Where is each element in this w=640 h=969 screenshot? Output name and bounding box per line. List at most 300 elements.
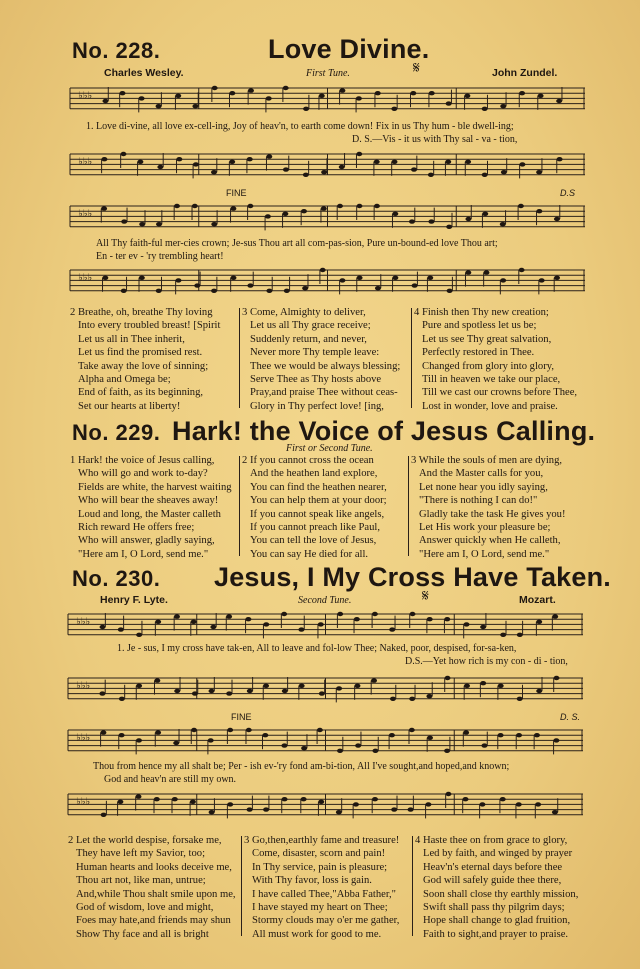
verse-line: Answer quickly when He calleth, <box>419 535 561 547</box>
note-head <box>226 614 232 618</box>
note-head <box>375 286 381 290</box>
hymn-228-number: No. 228. <box>72 38 161 63</box>
note-head <box>411 167 417 171</box>
verse-line: 3 While the souls of men are dying, <box>411 455 563 466</box>
hymn-228-staff-4 <box>70 264 585 300</box>
note-head <box>337 612 343 616</box>
hymn-230-tune-note: Second Tune. <box>298 595 352 606</box>
verse-line: "Here am I, O Lord, send me." <box>419 548 550 560</box>
note-head <box>500 797 506 801</box>
note-head <box>554 217 560 221</box>
verse-line: Thou art not, like man, untrue; <box>76 875 206 887</box>
note-head <box>536 170 542 174</box>
note-head <box>263 622 269 626</box>
note-head <box>99 691 105 695</box>
hymn-230-lyric-line-2: Thou from hence my all shalt be; Per - ish ev-'ry fond am-bi-tion, All I've sought,and hoped,and known; <box>93 761 510 772</box>
verse-line: I have stayed my heart on Thee; <box>252 901 388 913</box>
hymn-230-lyric-line-1: 1. Je - sus, I my cross have tak-en, All to leave and fol-low Thee; Naked, poor, despised, for-sa-ken, <box>117 643 517 654</box>
note-head <box>193 162 199 166</box>
note-head <box>154 797 160 801</box>
note-head <box>175 94 181 98</box>
note-head <box>356 204 362 208</box>
note-head <box>120 152 126 156</box>
note-head <box>211 289 217 293</box>
note-head <box>210 625 216 629</box>
note-head <box>372 612 378 616</box>
note-head <box>501 170 507 174</box>
hymn-228-title: Love Divine. <box>268 34 430 64</box>
note-head <box>119 91 125 95</box>
verse-line: Swift shall pass thy pilgrim days; <box>423 901 565 913</box>
note-head <box>155 620 161 624</box>
note-head <box>247 283 253 287</box>
verse-line: Hope shall change to glad fruition, <box>423 915 571 927</box>
note-head <box>299 684 305 688</box>
note-head <box>282 212 288 216</box>
note-head <box>191 620 197 624</box>
note-head <box>321 170 327 174</box>
note-head <box>117 800 123 804</box>
note-head <box>371 678 377 682</box>
note-head <box>156 222 162 226</box>
note-head <box>480 625 486 629</box>
hymn-228-composer: John Zundel. <box>492 67 558 79</box>
note-head <box>552 810 558 814</box>
note-head <box>339 88 345 92</box>
hymn-229-verse-2 <box>242 454 387 561</box>
note-head <box>262 733 268 737</box>
verse-line: Who will go and work to-day? <box>78 468 208 480</box>
note-head <box>516 802 522 806</box>
note-head <box>102 276 108 280</box>
note-head <box>319 94 325 98</box>
note-head <box>552 614 558 618</box>
verse-line: 3 Come, Almighty to deliver, <box>242 307 366 318</box>
hymn-229-tune-note: First or Second Tune. <box>286 443 373 454</box>
note-head <box>156 289 162 293</box>
note-head <box>302 286 308 290</box>
hymn-228-staff-2 <box>70 148 585 184</box>
note-head <box>135 794 141 798</box>
note-head <box>139 222 145 226</box>
note-head <box>175 278 181 282</box>
hymn-230-verse-4 <box>415 834 578 941</box>
note-head <box>118 627 124 631</box>
note-head <box>174 689 180 693</box>
note-head <box>137 160 143 164</box>
note-head <box>301 746 307 750</box>
verse-line: I have called Thee,"Abba Father," <box>252 888 396 900</box>
hymn-230-lyric-ds-2: God and heav'n are still my own. <box>104 774 237 785</box>
hymn-228-lyric-ds-1: D. S.—Vis - it us with Thy sal - va - tion, <box>352 134 518 145</box>
note-head <box>282 689 288 693</box>
verse-line: Thee we would be always blessing; <box>250 360 401 372</box>
note-head <box>539 278 545 282</box>
note-head <box>119 697 125 701</box>
verse-line: 4 Finish then Thy new creation; <box>414 307 549 318</box>
note-head <box>444 617 450 621</box>
verse-line: Fields are white, the harvest waiting <box>78 481 232 493</box>
note-head <box>298 627 304 631</box>
note-head <box>354 617 360 621</box>
verse-line: All must work for good to me. <box>252 928 382 940</box>
verse-line: Let us find the promised rest. <box>78 347 203 359</box>
note-head <box>265 214 271 218</box>
note-head <box>284 289 290 293</box>
note-head <box>266 154 272 158</box>
verse-divider <box>411 308 412 408</box>
note-head <box>483 270 489 274</box>
note-head <box>318 622 324 626</box>
note-head <box>320 268 326 272</box>
verse-line: Lost in wonder, love and praise. <box>422 400 558 412</box>
verse-line: 2 Breathe, oh, breathe Thy loving <box>70 307 213 318</box>
hymn-228-lyric-ds-2: En - ter ev - 'ry trembling heart! <box>96 251 224 262</box>
note-head <box>119 733 125 737</box>
note-head <box>517 697 523 701</box>
note-head <box>139 276 145 280</box>
note-head <box>518 204 524 208</box>
note-head <box>553 738 559 742</box>
note-head <box>139 96 145 100</box>
clef-icon: ♭♭♭ <box>76 732 91 744</box>
verse-line: Till we cast our crowns before Thee, <box>422 387 578 399</box>
note-head <box>101 206 107 210</box>
note-head <box>556 99 562 103</box>
note-head <box>391 107 397 111</box>
note-head <box>446 225 452 229</box>
note-head <box>389 627 395 631</box>
note-head <box>192 204 198 208</box>
clef-icon: ♭♭♭ <box>78 272 93 284</box>
note-head <box>208 738 214 742</box>
note-head <box>482 212 488 216</box>
verse-line: Changed from glory into glory, <box>422 360 555 372</box>
verse-line: Set our hearts at liberty! <box>78 400 181 412</box>
hymn-228-verse-3 <box>242 306 400 413</box>
note-head <box>226 691 232 695</box>
note-head <box>519 268 525 272</box>
note-head <box>227 728 233 732</box>
verse-line: You can find the heathen nearer, <box>250 481 387 493</box>
hymn-228-ds-mark: D.S <box>560 188 576 198</box>
note-head <box>303 107 309 111</box>
note-head <box>392 212 398 216</box>
clef-icon: ♭♭♭ <box>78 156 93 168</box>
hymn-230-fine-mark: FINE <box>231 712 252 722</box>
note-head <box>156 104 162 108</box>
hymn-230-lyric-ds-1: D.S.—Yet how rich is my con - di - tion, <box>405 656 568 667</box>
note-head <box>372 797 378 801</box>
note-head <box>389 733 395 737</box>
verse-line: In Thy service, pain is pleasure; <box>252 861 388 873</box>
note-head <box>429 91 435 95</box>
verse-line: And the heathen land explore, <box>250 468 378 480</box>
note-head <box>445 792 451 796</box>
verse-line: Pray,and praise Thee without ceas- <box>250 387 398 399</box>
clef-icon: ♭♭♭ <box>78 90 93 102</box>
verse-line: 1 Hark! the voice of Jesus calling, <box>70 455 215 466</box>
verse-line: Suddenly return, and never, <box>250 333 367 345</box>
note-head <box>408 807 414 811</box>
note-head <box>283 167 289 171</box>
note-head <box>100 730 106 734</box>
note-head <box>230 206 236 210</box>
verse-line: Soon shall close thy earthly mission, <box>423 888 579 900</box>
note-head <box>301 797 307 801</box>
hymn-229-number: No. 229. <box>72 420 161 445</box>
clef-icon: ♭♭♭ <box>78 208 93 220</box>
verse-line: And,while Thou shalt smile upon me, <box>76 888 236 900</box>
verse-line: Let us all in Thee inherit, <box>78 333 185 345</box>
note-head <box>319 691 325 695</box>
verse-line: Stormy clouds may o'er me gather, <box>252 915 400 927</box>
verse-line: Take away the love of sinning; <box>78 360 209 372</box>
verse-line: Let us see Thy great salvation, <box>422 333 552 345</box>
hymn-228-staff-3 <box>70 200 585 236</box>
note-head <box>266 289 272 293</box>
verse-line: And the Master calls for you, <box>419 468 544 480</box>
note-head <box>263 684 269 688</box>
note-head <box>482 107 488 111</box>
verse-line: You can tell the love of Jesus, <box>250 535 377 547</box>
note-head <box>465 217 471 221</box>
verse-line: Who will answer, gladly saying, <box>78 535 215 547</box>
hymn-228-staff-1 <box>70 82 585 118</box>
note-head <box>102 99 108 103</box>
note-head <box>390 697 396 701</box>
verse-line: Till in heaven we take our place, <box>422 373 561 385</box>
note-head <box>227 802 233 806</box>
verse-line: Into every troubled breast! [Spirit <box>78 320 221 332</box>
note-head <box>463 730 469 734</box>
verse-line: End of faith, as its beginning, <box>78 387 204 399</box>
verse-divider <box>412 836 413 936</box>
hymn-230-verse-3 <box>244 834 399 941</box>
verse-divider <box>408 456 409 556</box>
note-head <box>247 157 253 161</box>
note-head <box>282 797 288 801</box>
note-head <box>100 625 106 629</box>
note-head <box>479 802 485 806</box>
note-head <box>536 209 542 213</box>
note-head <box>464 684 470 688</box>
verse-line: God of wisdom, love and might, <box>76 901 214 913</box>
note-head <box>247 689 253 693</box>
verse-line: 2 Let the world despise, forsake me, <box>68 835 222 846</box>
note-head <box>465 160 471 164</box>
note-head <box>500 104 506 108</box>
note-head <box>101 813 107 817</box>
verse-line: Let none hear you idly saying, <box>419 481 548 493</box>
verse-line: Show Thy face and all is bright <box>76 928 209 940</box>
verse-line: Human hearts and looks deceive me, <box>76 861 232 873</box>
note-head <box>337 204 343 208</box>
note-head <box>410 612 416 616</box>
note-head <box>212 86 218 90</box>
note-head <box>194 283 200 287</box>
note-head <box>211 222 217 226</box>
note-head <box>355 743 361 747</box>
hymn-230-staff-2 <box>68 672 583 706</box>
note-head <box>374 160 380 164</box>
note-head <box>427 276 433 280</box>
note-head <box>482 173 488 177</box>
note-head <box>500 222 506 226</box>
note-head <box>192 104 198 108</box>
verse-line: With Thy favor, loss is gain. <box>252 875 372 887</box>
hymn-228-tune-note: First Tune. <box>306 68 350 79</box>
note-head <box>174 204 180 208</box>
note-head <box>356 96 362 100</box>
hymn-230-verse-2 <box>68 834 236 941</box>
note-head <box>498 733 504 737</box>
verse-line: Foes may hate,and friends may shun <box>76 915 231 927</box>
note-head <box>229 91 235 95</box>
note-head <box>375 91 381 95</box>
note-head <box>500 633 506 637</box>
hymn-230-staff-4 <box>68 788 583 822</box>
verse-divider <box>239 308 240 408</box>
note-head <box>121 289 127 293</box>
note-head <box>463 797 469 801</box>
verse-line: Heav'n's eternal days before thee <box>423 861 563 873</box>
note-head <box>173 741 179 745</box>
note-head <box>536 689 542 693</box>
note-head <box>318 800 324 804</box>
note-head <box>317 728 323 732</box>
verse-line: You can help them at your door; <box>250 495 387 507</box>
hymn-228-segno-icon: 𝄋 <box>413 60 420 77</box>
verse-divider <box>241 836 242 936</box>
hymn-230-number: No. 230. <box>72 566 161 591</box>
clef-icon: ♭♭♭ <box>76 680 91 692</box>
note-head <box>336 810 342 814</box>
note-head <box>192 691 198 695</box>
note-head <box>536 620 542 624</box>
verse-divider <box>239 456 240 556</box>
note-head <box>427 736 433 740</box>
note-head <box>428 173 434 177</box>
note-head <box>357 276 363 280</box>
hymn-229-title: Hark! the Voice of Jesus Calling. <box>172 416 596 446</box>
note-head <box>554 676 560 680</box>
note-head <box>409 219 415 223</box>
note-head <box>229 160 235 164</box>
note-head <box>101 157 107 161</box>
note-head <box>444 749 450 753</box>
verse-line: If you cannot preach like Paul, <box>250 521 381 533</box>
note-head <box>534 733 540 737</box>
note-head <box>412 283 418 287</box>
note-head <box>428 219 434 223</box>
note-head <box>519 162 525 166</box>
verse-line: Glory in Thy perfect love! [ing, <box>250 400 384 412</box>
verse-line: 3 Go,then,earthly fame and treasure! <box>244 835 400 846</box>
note-head <box>427 617 433 621</box>
note-head <box>263 807 269 811</box>
hymn-228-lyric-line-1: 1. Love di-vine, all love ex-cell-ing, Joy of heav'n, to earth come down! Fix in us Thy hum - ble dwell-ing; <box>86 121 514 132</box>
note-head <box>155 730 161 734</box>
hymn-228-verse-2 <box>70 306 220 413</box>
note-head <box>211 170 217 174</box>
hymn-230-composer: Mozart. <box>519 594 556 606</box>
note-head <box>464 622 470 626</box>
verse-line: Never more Thy temple leave: <box>250 347 380 359</box>
verse-line: "There is nothing I can do!" <box>419 495 538 507</box>
note-head <box>337 749 343 753</box>
note-head <box>516 733 522 737</box>
verse-line: Let His work your pleasure be; <box>419 521 551 533</box>
note-head <box>391 807 397 811</box>
note-head <box>425 802 431 806</box>
note-head <box>519 91 525 95</box>
note-head <box>191 728 197 732</box>
note-head <box>481 743 487 747</box>
hymn-230-staff-1 <box>68 608 583 642</box>
note-head <box>121 219 127 223</box>
note-head <box>446 101 452 105</box>
verse-line: "Here am I, O Lord, send me." <box>78 548 209 560</box>
note-head <box>391 160 397 164</box>
note-head <box>538 94 544 98</box>
hymn-230-staff-3 <box>68 724 583 758</box>
note-head <box>336 686 342 690</box>
note-head <box>247 204 253 208</box>
verse-line: Rich reward He offers free; <box>78 521 195 533</box>
note-head <box>356 152 362 156</box>
hymn-230-segno-icon: 𝄋 <box>422 588 429 605</box>
verse-line: Loud and long, the Master calleth <box>78 508 221 520</box>
note-head <box>557 157 563 161</box>
note-head <box>374 204 380 208</box>
note-head <box>498 684 504 688</box>
note-head <box>136 738 142 742</box>
hymn-229-verse-3 <box>411 454 566 561</box>
note-head <box>190 800 196 804</box>
hymn-228-author: Charles Wesley. <box>104 67 184 79</box>
hymn-228-fine-mark: FINE <box>226 188 247 198</box>
note-head <box>157 165 163 169</box>
note-head <box>445 676 451 680</box>
hymn-229-verse-1 <box>70 454 232 561</box>
note-head <box>246 728 252 732</box>
note-head <box>464 94 470 98</box>
note-head <box>283 86 289 90</box>
note-head <box>353 802 359 806</box>
verse-line: They have left my Savior, too; <box>76 848 206 860</box>
note-head <box>266 96 272 100</box>
note-head <box>230 276 236 280</box>
note-head <box>426 694 432 698</box>
note-head <box>176 157 182 161</box>
note-head <box>339 165 345 169</box>
note-head <box>301 209 307 213</box>
note-head <box>245 617 251 621</box>
note-head <box>447 289 453 293</box>
verse-line: Who will bear the sheaves away! <box>78 495 219 507</box>
verse-line: Come, disaster, scorn and pain! <box>252 848 386 860</box>
note-head <box>303 173 309 177</box>
hymn-230-title: Jesus, I My Cross Have Taken. <box>214 562 611 592</box>
hymn-228-verse-4 <box>414 306 577 413</box>
note-head <box>248 88 254 92</box>
note-head <box>554 276 560 280</box>
hymn-228-lyric-line-2: All Thy faith-ful mer-cies crown; Je-sus Thou art all com-pas-sion, Pure un-bound-ed love Thou art; <box>96 238 498 249</box>
verse-line: Alpha and Omega be; <box>78 373 171 385</box>
verse-line: If you cannot speak like angels, <box>250 508 385 520</box>
note-head <box>209 810 215 814</box>
